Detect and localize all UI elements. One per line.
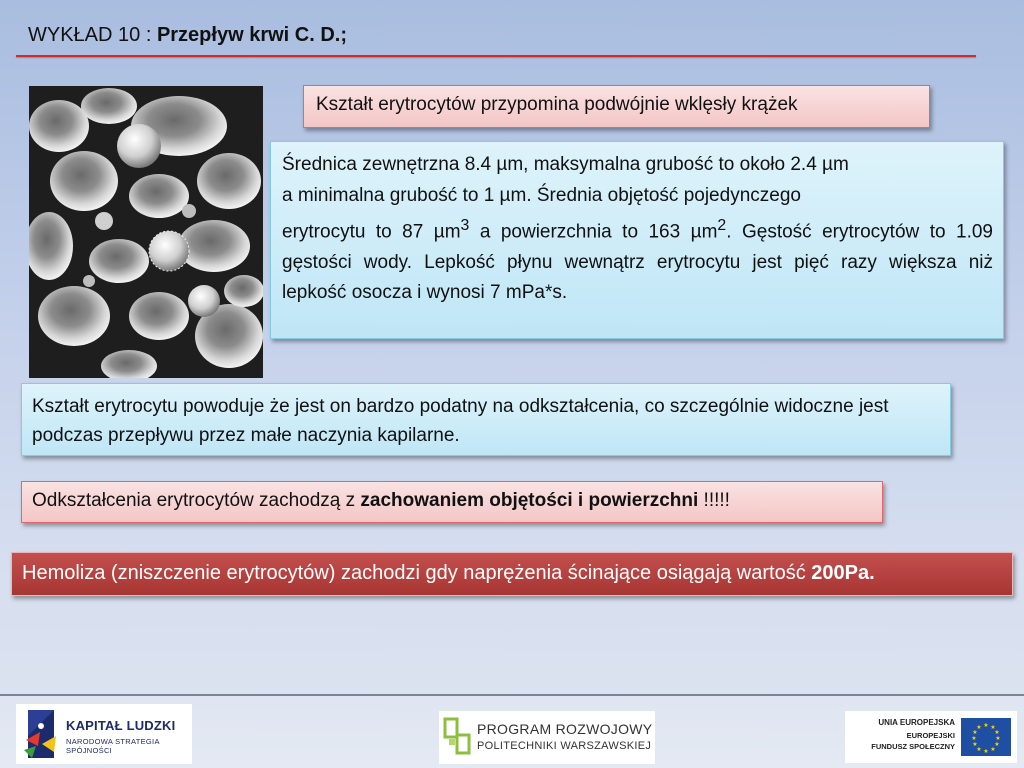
kapital-ludzki-subtitle: NARODOWA STRATEGIA SPÓJNOŚCI xyxy=(66,737,160,755)
blood-cells-image xyxy=(29,86,263,378)
conservation-bold: zachowaniem objętości i powierzchni xyxy=(360,490,699,511)
title-prefix: WYKŁAD 10 : xyxy=(28,24,157,46)
conservation-box xyxy=(21,481,883,523)
deformation-box xyxy=(21,383,951,456)
svg-text:★: ★ xyxy=(990,746,996,753)
program-rozwojowy-line-1: PROGRAM ROZWOJOWY xyxy=(477,721,653,737)
eu-line-2: EUROPEJSKI xyxy=(906,731,955,740)
program-rozwojowy-icon xyxy=(443,717,473,757)
svg-text:★: ★ xyxy=(994,741,1000,748)
hemolysis-box xyxy=(11,552,1013,596)
svg-text:★: ★ xyxy=(972,729,978,736)
deformation-text: Kształt erytrocytu powoduje że jest on bardzo podatny na odkształcenia, co szczególnie widoczne jest podczas przepływu przez małe naczynia kapilarne. xyxy=(32,396,889,446)
title-bold: Przepływ krwi C. D.; xyxy=(156,24,347,46)
dimensions-paragraph xyxy=(282,211,993,309)
kapital-ludzki-icon xyxy=(20,706,62,762)
title-underline xyxy=(16,55,976,57)
hemolysis-value: 200Pa. xyxy=(811,562,875,584)
dimensions-line-1: Średnica zewnętrzna 8.4 µm, maksymalna grubość to około 2.4 µm xyxy=(282,154,849,175)
blood-cells-micrograph-icon xyxy=(29,86,263,378)
volume-exponent: 3 xyxy=(460,217,470,234)
dimensions-part-c: . Gęstość erytrocytów to 1.09 gęstości wody. Lepkość płynu wewnątrz erytrocytu jest pięć razy większa niż lepkość osocza i wynosi 7 mPa*s. xyxy=(282,221,993,304)
program-rozwojowy-line-2: POLITECHNIKI WARSZAWSKIEJ xyxy=(477,740,652,752)
eu-line-3: FUNDUSZ SPOŁECZNY xyxy=(871,742,955,751)
program-rozwojowy-logo xyxy=(439,711,655,764)
svg-text:★: ★ xyxy=(976,724,982,731)
svg-text:★: ★ xyxy=(994,729,1000,736)
svg-text:★: ★ xyxy=(995,735,1001,742)
dimensions-line-2: a minimalna grubość to 1 µm. Średnia objętość pojedynczego xyxy=(282,184,801,206)
eu-flag-icon xyxy=(961,718,1011,756)
shape-text: Kształt erytrocytów przypomina podwójnie wklęsły krążek xyxy=(316,94,798,115)
svg-text:★: ★ xyxy=(983,722,989,729)
kapital-ludzki-logo xyxy=(16,704,192,764)
svg-text:★: ★ xyxy=(972,741,978,748)
area-exponent: 2 xyxy=(717,217,727,234)
svg-text:★: ★ xyxy=(971,735,977,742)
footer xyxy=(0,696,1024,768)
kapital-ludzki-name: KAPITAŁ LUDZKI xyxy=(66,718,176,733)
eu-logo xyxy=(845,711,1017,763)
conservation-prefix: Odkształcenia erytrocytów zachodzą z xyxy=(32,490,361,511)
conservation-suffix: !!!!! xyxy=(698,490,730,511)
svg-text:★: ★ xyxy=(976,746,982,753)
shape-box xyxy=(303,85,930,128)
eu-line-1: UNIA EUROPEJSKA xyxy=(878,718,955,727)
slide-title xyxy=(28,24,347,47)
dimensions-part-a: erytrocytu to 87 µm xyxy=(282,221,461,243)
svg-text:★: ★ xyxy=(983,748,989,755)
hemolysis-prefix: Hemoliza (zniszczenie erytrocytów) zachodzi gdy naprężenia ścinające osiągają wartość xyxy=(22,562,812,584)
dimensions-box xyxy=(270,141,1004,339)
dimensions-part-b: a powierzchnia to 163 µm xyxy=(469,221,718,243)
svg-text:★: ★ xyxy=(990,724,996,731)
